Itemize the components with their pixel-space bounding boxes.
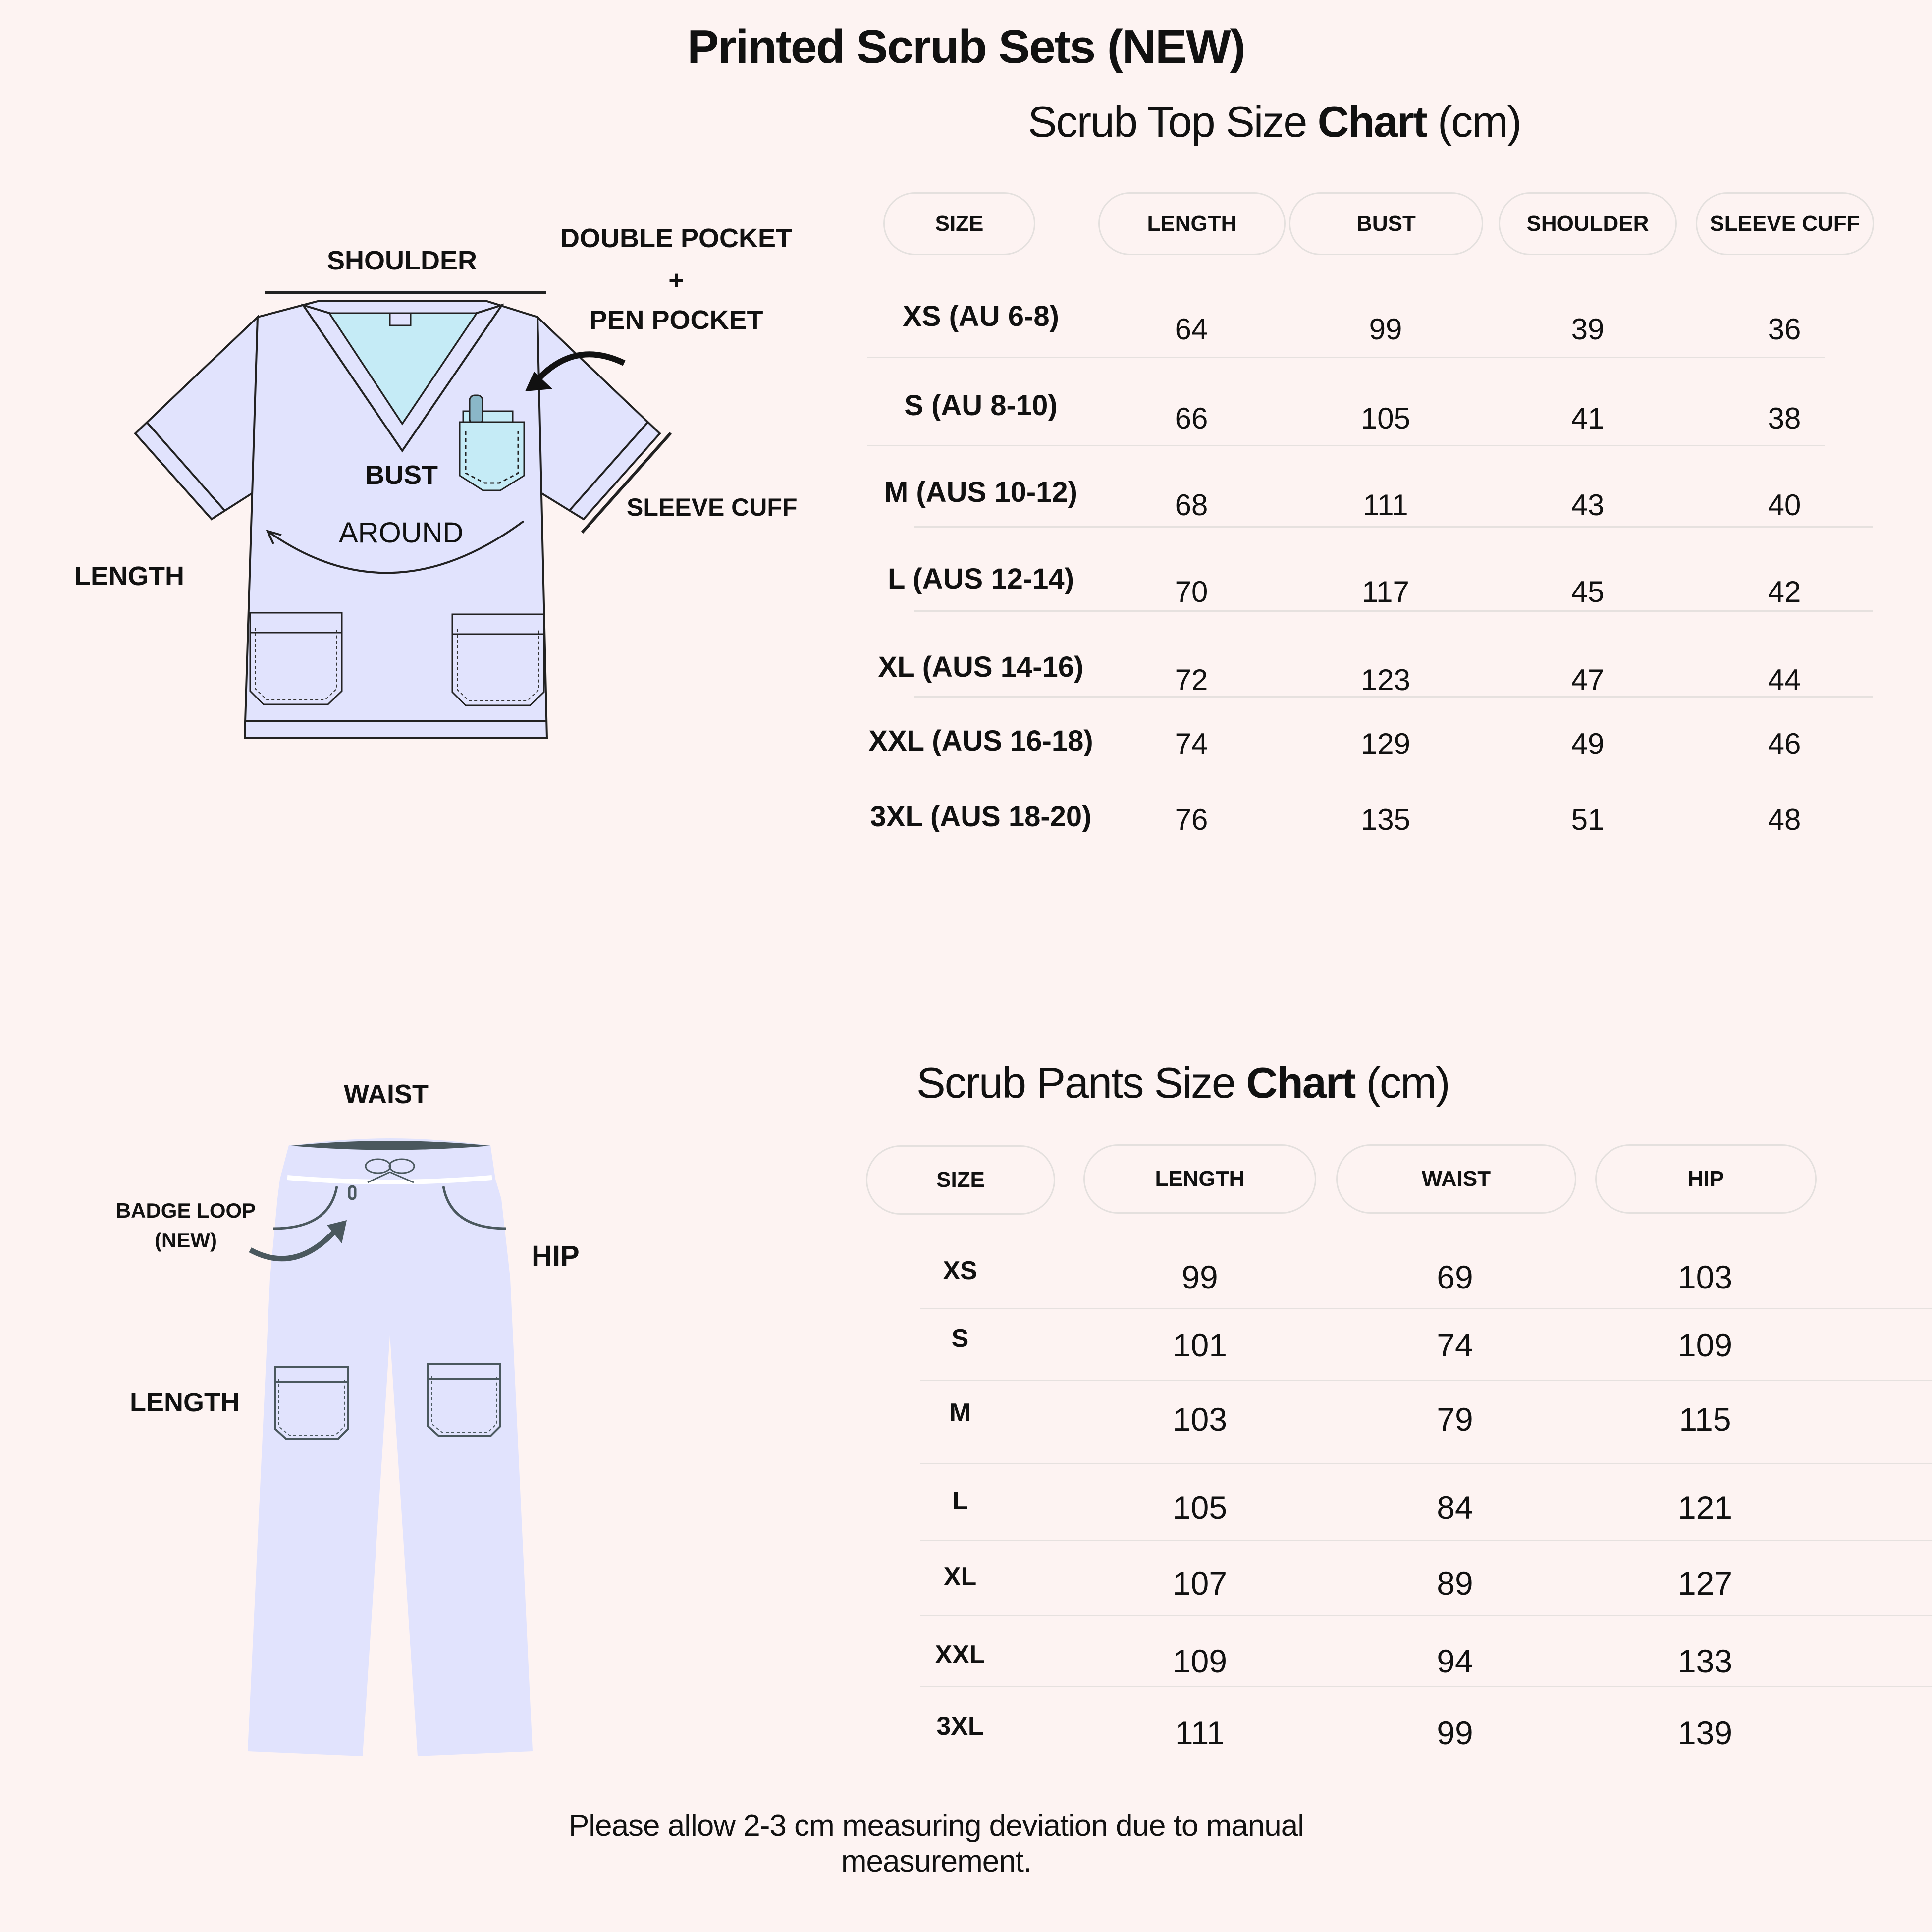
measurement-cell: 135: [1360, 803, 1411, 836]
measurement-note: [0, 1808, 1873, 1879]
pants-length-label: LENGTH: [130, 1388, 240, 1417]
pants-chart-title-unit: (cm): [1355, 1058, 1449, 1107]
measurement-cell: 79: [1437, 1401, 1473, 1438]
measurement-cell: 121: [1677, 1489, 1733, 1526]
row-divider: [920, 1686, 1932, 1687]
size-label: XL: [943, 1562, 977, 1591]
page-title: Printed Scrub Sets (NEW): [687, 20, 1245, 73]
measurement-cell: 51: [1571, 803, 1605, 836]
row-divider: [914, 610, 1873, 612]
row-divider: [920, 1308, 1932, 1309]
measurement-cell: 99: [1369, 313, 1402, 346]
length-label: LENGTH: [74, 561, 184, 591]
measurement-cell: 99: [1181, 1259, 1218, 1295]
measurement-cell: 115: [1679, 1401, 1731, 1438]
row-divider: [920, 1615, 1932, 1616]
measurement-cell: 68: [1175, 488, 1208, 522]
measurement-cell: 44: [1768, 663, 1801, 697]
pants-header-length: LENGTH: [1083, 1144, 1316, 1214]
measurement-cell: 103: [1172, 1401, 1228, 1438]
double-pocket-label: DOUBLE POCKET: [560, 223, 793, 253]
measurement-cell: 49: [1571, 727, 1605, 760]
measurement-cell: 45: [1571, 575, 1605, 608]
size-label: S (AU 8-10): [904, 389, 1058, 422]
measurement-cell: 123: [1360, 663, 1411, 697]
measurement-cell: 42: [1768, 575, 1801, 608]
measurement-cell: 74: [1175, 727, 1208, 760]
pants-chart-title: [916, 1058, 1449, 1108]
shoulder-label: SHOULDER: [327, 246, 478, 275]
size-label: XL (AUS 14-16): [878, 651, 1084, 683]
measurement-cell: 139: [1677, 1715, 1733, 1751]
size-label: XXL (AUS 16-18): [868, 725, 1093, 757]
measurement-cell: 43: [1571, 488, 1605, 522]
measurement-cell: 117: [1362, 575, 1409, 608]
measurement-cell: 76: [1175, 803, 1208, 836]
plus-label: +: [668, 266, 684, 295]
size-label: 3XL (AUS 18-20): [870, 801, 1092, 833]
size-label: S: [951, 1324, 969, 1353]
row-divider: [867, 445, 1825, 446]
header-bust: BUST: [1289, 192, 1483, 255]
measurement-cell: 47: [1571, 663, 1605, 697]
measurement-cell: 101: [1172, 1327, 1228, 1363]
measurement-cell: 109: [1677, 1327, 1733, 1363]
sleeve-cuff-label: SLEEVE CUFF: [627, 493, 798, 521]
pants-header-size: SIZE: [866, 1145, 1055, 1215]
around-label: AROUND: [339, 517, 464, 549]
top-chart-title-unit: (cm): [1426, 97, 1521, 146]
size-label: L (AUS 12-14): [887, 563, 1074, 595]
pen-pocket-label: PEN POCKET: [589, 305, 763, 335]
header-shoulder: SHOULDER: [1499, 192, 1677, 255]
size-label: M: [949, 1398, 971, 1427]
row-divider: [920, 1540, 1932, 1541]
row-divider: [914, 526, 1873, 528]
measurement-cell: 103: [1677, 1259, 1733, 1295]
measurement-cell: 84: [1437, 1489, 1473, 1526]
badge-loop-label: BADGE LOOP: [115, 1199, 256, 1222]
measurement-cell: 66: [1175, 402, 1208, 435]
size-label: M (AUS 10-12): [884, 476, 1077, 508]
measurement-cell: 72: [1175, 663, 1208, 697]
measurement-cell: 46: [1768, 727, 1801, 760]
measurement-cell: 109: [1172, 1643, 1228, 1679]
measurement-cell: 111: [1175, 1715, 1225, 1751]
waist-label: WAIST: [344, 1079, 429, 1109]
bust-label: BUST: [365, 460, 438, 490]
measurement-cell: 99: [1437, 1715, 1473, 1751]
top-chart-title-bold: Chart: [1317, 97, 1427, 146]
top-chart-title: [1028, 97, 1521, 147]
note-line-2: measurement.: [841, 1844, 1032, 1878]
measurement-cell: 94: [1437, 1643, 1473, 1679]
pants-header-waist: WAIST: [1336, 1144, 1576, 1214]
measurement-cell: 64: [1175, 313, 1208, 346]
top-chart-title-prefix: Scrub Top Size: [1028, 97, 1318, 146]
measurement-cell: 48: [1768, 803, 1801, 836]
size-label: 3XL: [936, 1712, 984, 1741]
measurement-cell: 69: [1437, 1259, 1473, 1295]
pants-chart-title-bold: Chart: [1246, 1058, 1355, 1107]
badge-loop-new-label: (NEW): [155, 1229, 217, 1252]
measurement-cell: 41: [1571, 402, 1605, 435]
measurement-cell: 38: [1768, 402, 1801, 435]
header-length: LENGTH: [1098, 192, 1286, 255]
scrub-pants-illustration: [198, 1115, 793, 1759]
pants-chart-title-prefix: Scrub Pants Size: [916, 1058, 1246, 1107]
measurement-cell: 105: [1172, 1489, 1228, 1526]
measurement-cell: 105: [1360, 402, 1411, 435]
measurement-cell: 74: [1437, 1327, 1473, 1363]
measurement-cell: 70: [1175, 575, 1208, 608]
row-divider: [920, 1380, 1932, 1381]
measurement-cell: 107: [1172, 1565, 1228, 1602]
measurement-cell: 89: [1437, 1565, 1473, 1602]
size-label: XS (AU 6-8): [903, 300, 1059, 332]
measurement-cell: 40: [1768, 488, 1801, 522]
size-label: XS: [943, 1256, 977, 1285]
size-label: XXL: [935, 1640, 985, 1669]
measurement-cell: 133: [1677, 1643, 1733, 1679]
row-divider: [920, 1463, 1932, 1464]
measurement-cell: 39: [1571, 313, 1605, 346]
pants-header-hip: HIP: [1595, 1144, 1817, 1214]
note-line-1: Please allow 2-3 cm measuring deviation due to manual: [568, 1809, 1304, 1843]
header-sleeve-cuff: SLEEVE CUFF: [1696, 192, 1874, 255]
measurement-cell: 127: [1677, 1565, 1733, 1602]
size-label: L: [952, 1487, 968, 1515]
measurement-cell: 129: [1360, 727, 1411, 760]
measurement-cell: 36: [1768, 313, 1801, 346]
header-size: SIZE: [883, 192, 1035, 255]
row-divider: [867, 357, 1825, 358]
hip-label: HIP: [532, 1240, 580, 1272]
measurement-cell: 111: [1363, 488, 1408, 522]
